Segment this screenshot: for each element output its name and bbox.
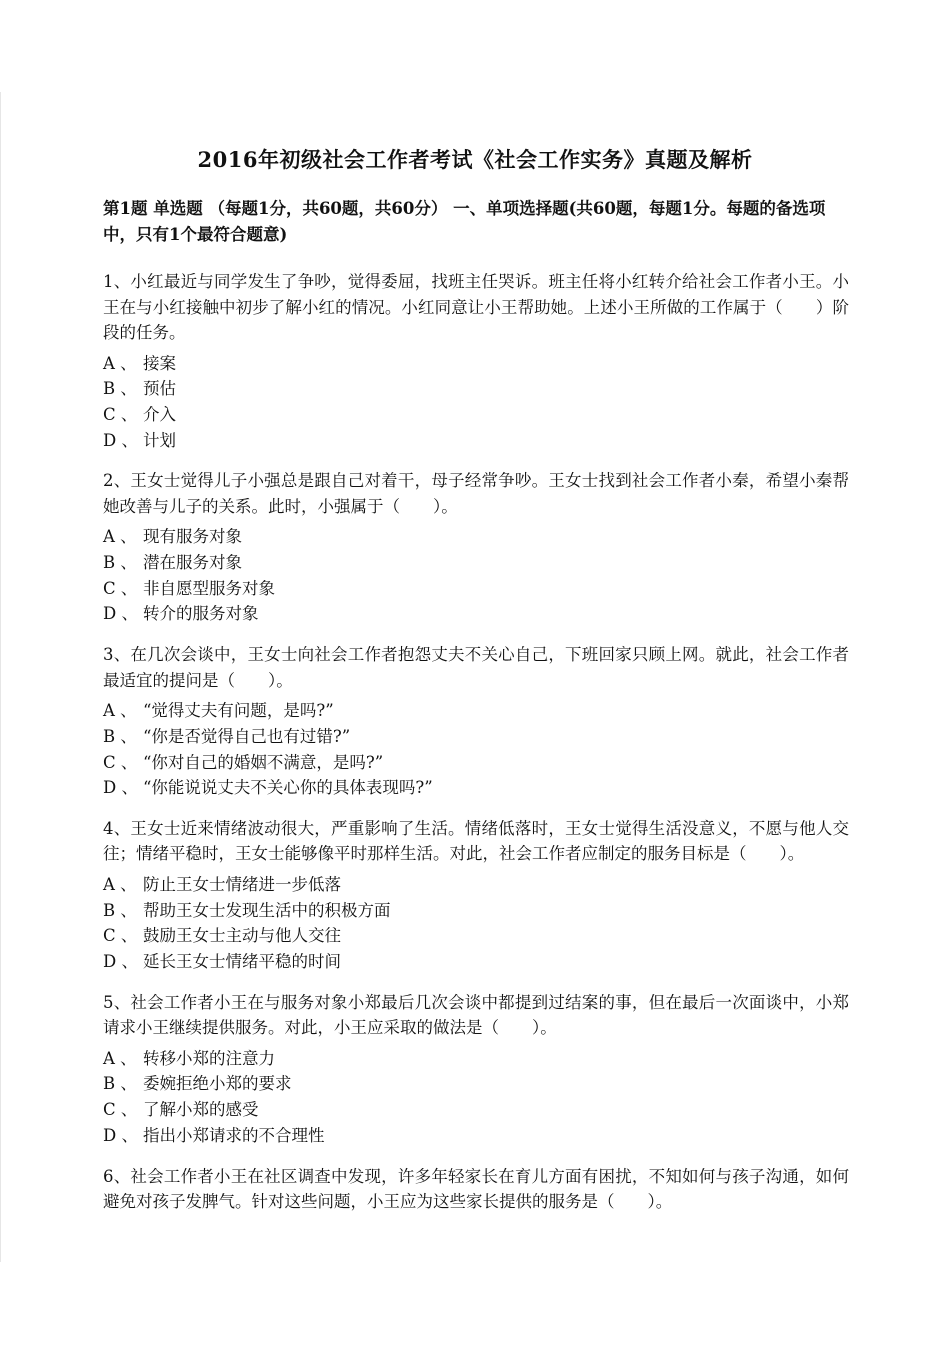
option-text: 现有服务对象 [143, 527, 242, 547]
option-letter: C 、 [103, 752, 138, 772]
answer-option [103, 428, 849, 454]
option-text: 鼓励王女士主动与他人交往 [143, 926, 341, 946]
question-3 [103, 642, 849, 801]
option-letter: C 、 [103, 578, 138, 598]
option-letter: D 、 [103, 778, 138, 798]
question-stem: 1、小红最近与同学发生了争吵，觉得委屈，找班主任哭诉。班主任将小红转介给社会工作者小王。小王在与小红接触中初步了解小红的情况。小红同意让小王帮助她。上述小王所做的工作属于（ ）阶段的任务。 [103, 272, 849, 342]
option-text: 延长王女士情绪平稳的时间 [143, 952, 341, 972]
question-2 [103, 468, 849, 627]
question-6 [103, 1164, 849, 1215]
option-letter: D 、 [103, 604, 138, 624]
option-text: 接案 [143, 353, 176, 373]
question-stem: 5、社会工作者小王在与服务对象小郑最后几次会谈中都提到过结案的事，但在最后一次面谈中，小郑请求小王继续提供服务。对此，小王应采取的做法是（ ）。 [103, 992, 849, 1038]
option-text: 转介的服务对象 [143, 604, 259, 624]
option-text: 防止王女士情绪进一步低落 [143, 874, 341, 894]
option-text: 非自愿型服务对象 [143, 578, 275, 598]
option-text: 潜在服务对象 [143, 553, 242, 573]
question-5 [103, 990, 849, 1149]
question-stem: 2、王女士觉得儿子小强总是跟自己对着干，母子经常争吵。王女士找到社会工作者小秦，希望小秦帮她改善与儿子的关系。此时，小强属于（ ）。 [103, 471, 849, 516]
option-letter: B 、 [103, 1074, 137, 1094]
option-letter: A 、 [103, 353, 137, 373]
section-header: 第1题 单选题 （每题1分，共60题，共60分） 一、单项选择题(共60题，每题1分。每题的备选项中，只有1个最符合题意) [103, 199, 826, 244]
answer-option [103, 724, 849, 750]
option-letter: C 、 [103, 1100, 138, 1120]
option-letter: D 、 [103, 1125, 138, 1145]
answer-option [103, 698, 849, 724]
answer-option [103, 775, 849, 801]
question-stem: 3、在几次会谈中，王女士向社会工作者抱怨丈夫不关心自己，下班回家只顾上网。就此，社会工作者最适宜的提问是（ ）。 [103, 645, 849, 690]
option-text: 指出小郑请求的不合理性 [143, 1125, 325, 1145]
option-text: “你是否觉得自己也有过错?” [143, 726, 351, 746]
option-letter: C 、 [103, 404, 138, 424]
question-stem: 6、社会工作者小王在社区调查中发现，许多年轻家长在育儿方面有困扰，不知如何与孩子沟通，如何避免对孩子发脾气。针对这些问题，小王应为这些家长提供的服务是（ ）。 [103, 1166, 849, 1212]
option-text: 计划 [143, 430, 176, 450]
option-text: 委婉拒绝小郑的要求 [143, 1074, 292, 1094]
option-letter: D 、 [103, 952, 138, 972]
option-letter: B 、 [103, 900, 137, 920]
answer-option [103, 376, 849, 402]
answer-option [103, 1046, 849, 1072]
option-text: 预估 [143, 379, 176, 399]
answer-option [103, 923, 849, 949]
option-letter: B 、 [103, 726, 137, 746]
answer-option [103, 576, 849, 602]
option-letter: A 、 [103, 1048, 137, 1068]
answer-option [103, 1071, 849, 1097]
answer-option [103, 402, 849, 428]
answer-option [103, 524, 849, 550]
option-text: “你对自己的婚姻不满意，是吗?” [143, 752, 384, 772]
answer-option [103, 1123, 849, 1149]
option-letter: A 、 [103, 874, 137, 894]
answer-option [103, 750, 849, 776]
question-stem: 4、王女士近来情绪波动很大，严重影响了生活。情绪低落时，王女士觉得生活没意义，不愿与他人交往；情绪平稳时，王女士能够像平时那样生活。对此，社会工作者应制定的服务目标是（ ）。 [103, 818, 849, 864]
option-letter: B 、 [103, 553, 137, 573]
question-4 [103, 816, 849, 975]
option-text: 帮助王女士发现生活中的积极方面 [143, 900, 391, 920]
option-letter: D 、 [103, 430, 138, 450]
question-list [103, 269, 849, 1230]
answer-option [103, 898, 849, 924]
answer-option [103, 872, 849, 898]
option-letter: B 、 [103, 379, 137, 399]
answer-option [103, 601, 849, 627]
option-letter: C 、 [103, 926, 138, 946]
option-letter: A 、 [103, 701, 137, 721]
option-letter: A 、 [103, 527, 137, 547]
answer-option [103, 550, 849, 576]
question-1 [103, 269, 849, 453]
option-text: “你能说说丈夫不关心你的具体表现吗?” [143, 778, 433, 798]
answer-option [103, 351, 849, 377]
page-edge-line [0, 92, 1, 1262]
answer-option [103, 949, 849, 975]
option-text: 了解小郑的感受 [143, 1100, 259, 1120]
option-text: “觉得丈夫有问题，是吗?” [143, 701, 334, 721]
option-text: 转移小郑的注意力 [143, 1048, 275, 1068]
answer-option [103, 1097, 849, 1123]
option-text: 介入 [143, 404, 176, 424]
document-title: 2016年初级社会工作者考试《社会工作实务》真题及解析 [197, 147, 753, 172]
